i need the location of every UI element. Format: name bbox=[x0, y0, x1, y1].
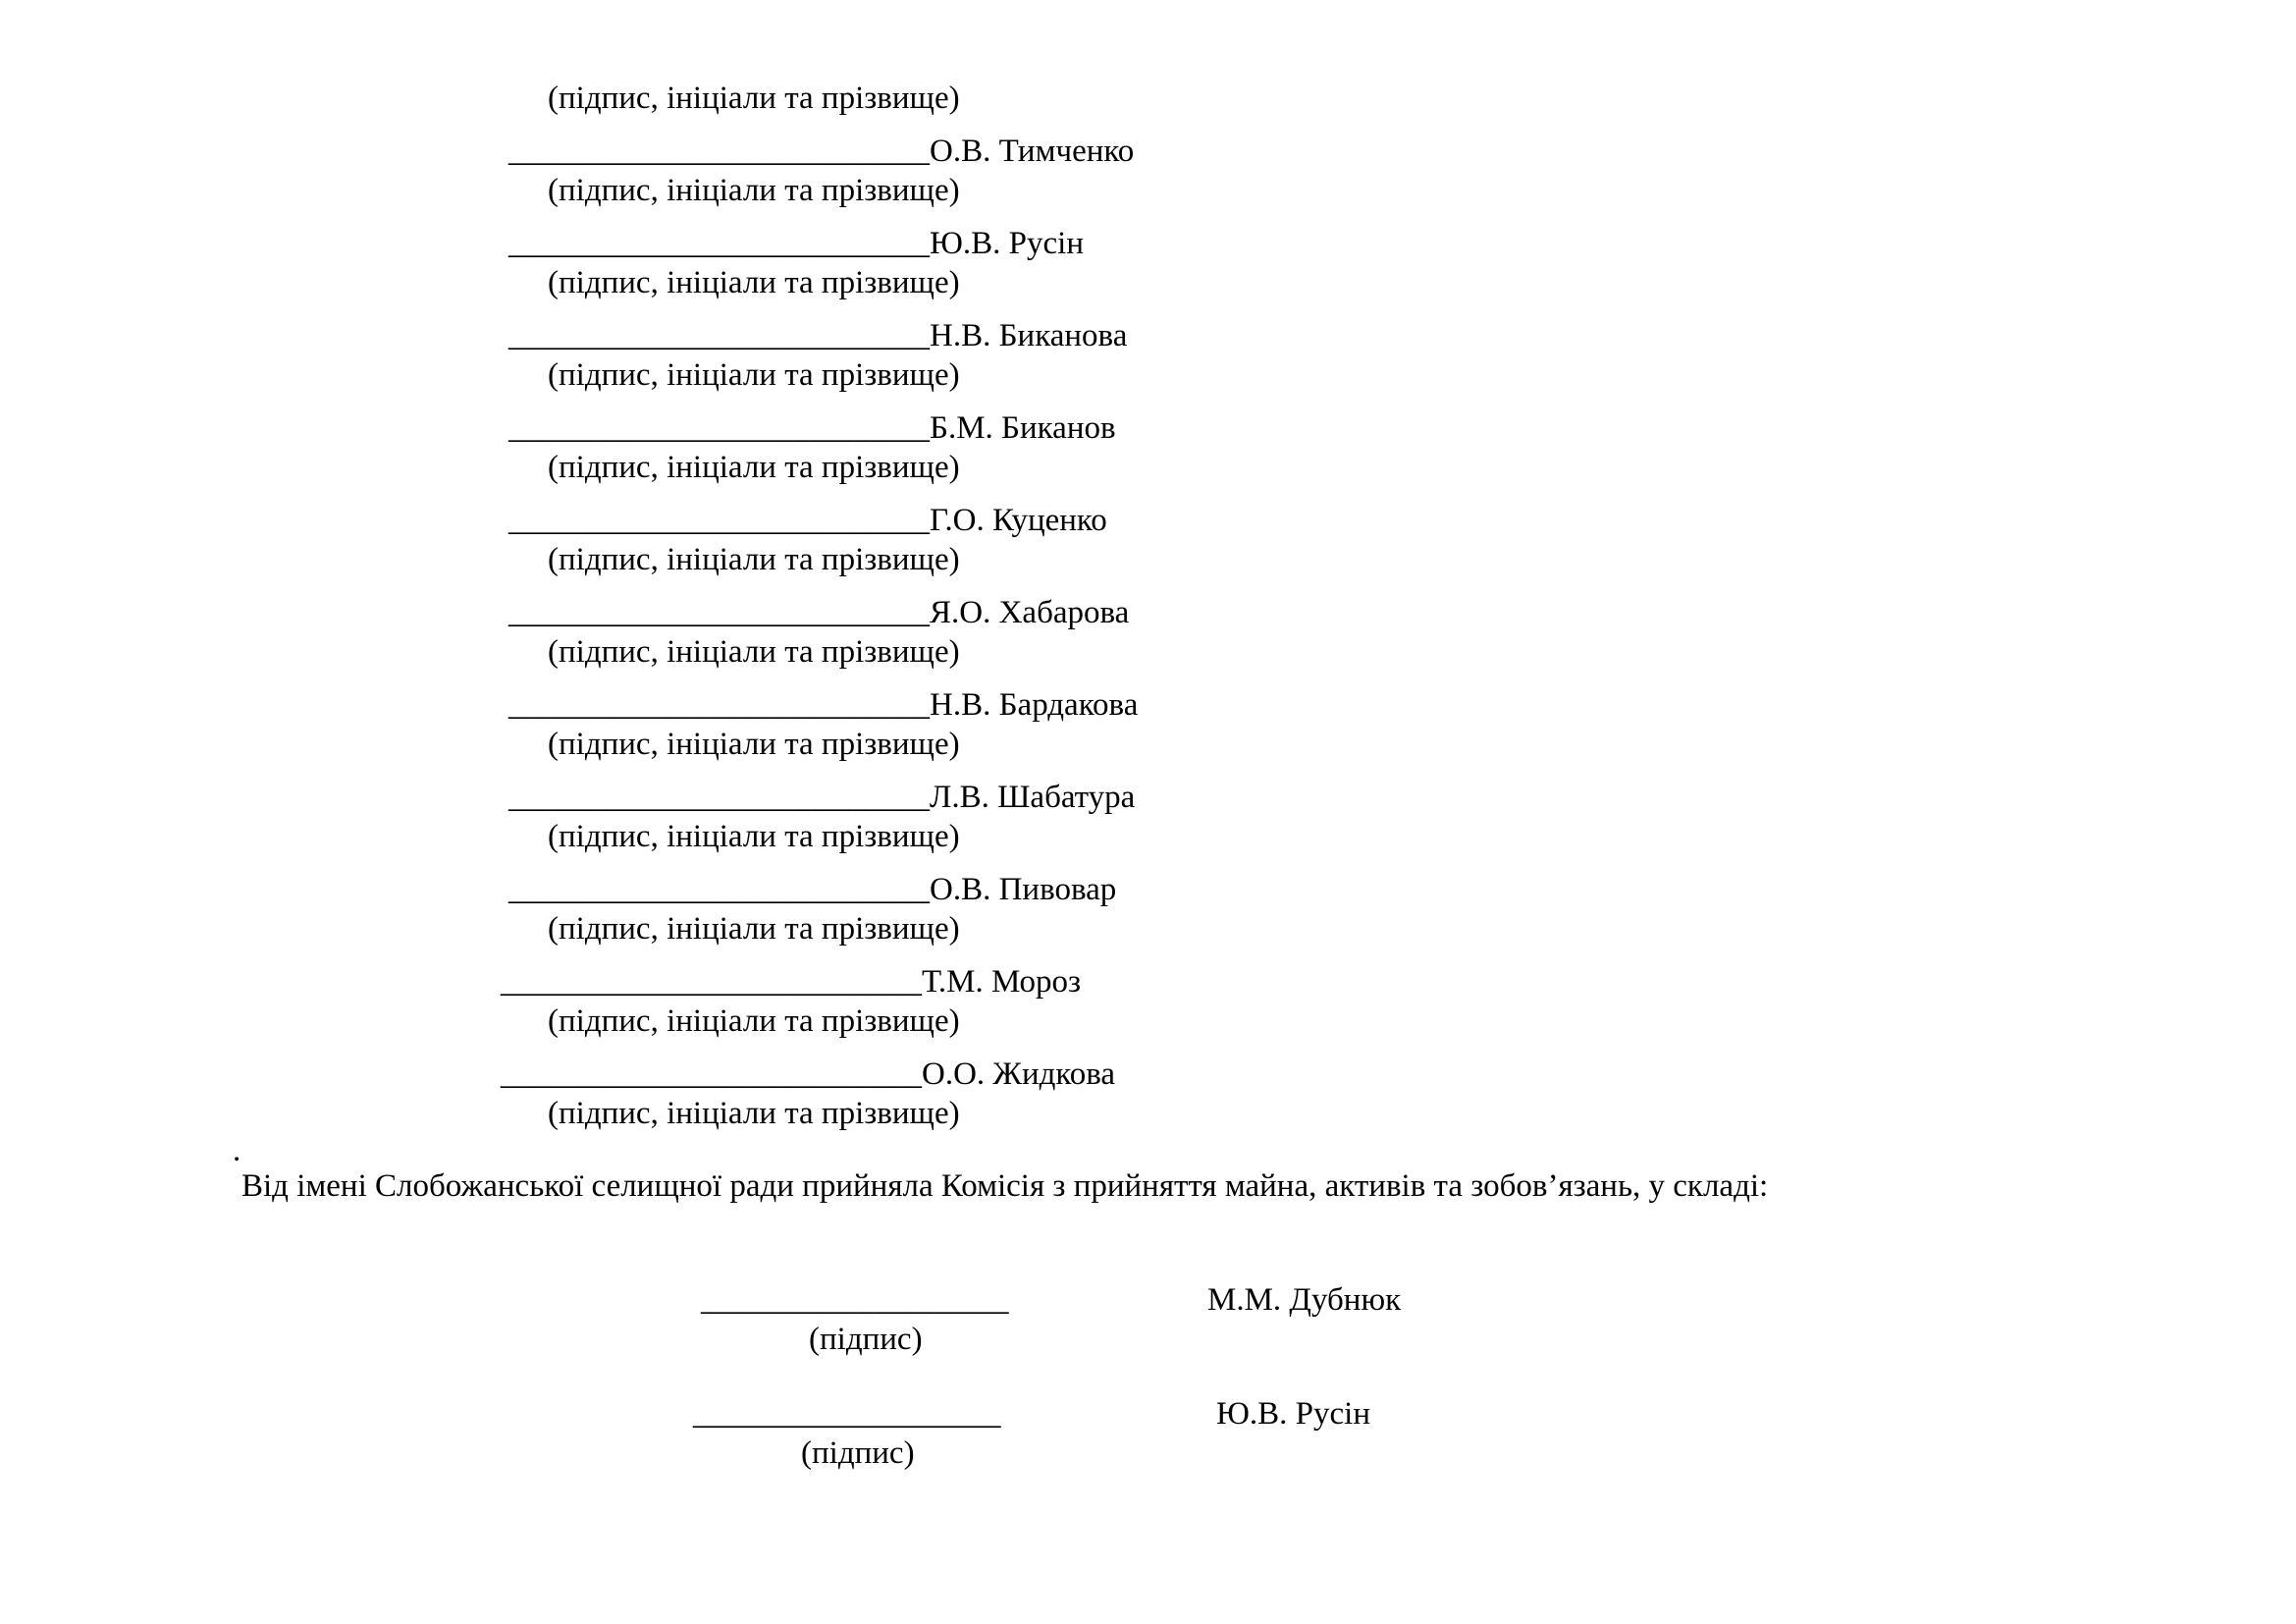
signature-line bbox=[508, 593, 1129, 632]
signer-name: Ю.В. Русін bbox=[1216, 1396, 1371, 1432]
signer-name: Т.М. Мороз bbox=[922, 964, 1082, 1000]
signer-name: Ю.В. Русін bbox=[930, 226, 1085, 261]
signature-caption: (підпис, ініціали та прізвище) bbox=[548, 819, 960, 854]
signature-caption: (підпис, ініціали та прізвище) bbox=[548, 634, 960, 670]
signature-caption: (підпис, ініціали та прізвище) bbox=[548, 542, 960, 577]
signature-caption: (підпис, ініціали та прізвище) bbox=[548, 1096, 960, 1131]
signature-line bbox=[508, 501, 1107, 540]
signature-caption: (підпис) bbox=[809, 1322, 923, 1357]
signer-name: Я.О. Хабарова bbox=[930, 595, 1130, 630]
signature-blank: __________________________ bbox=[501, 964, 922, 1000]
signature-caption: (підпис, ініціали та прізвище) bbox=[548, 450, 960, 485]
signature-caption: (підпис) bbox=[801, 1435, 915, 1471]
acceptance-intro: Від імені Слобожанської селищної ради прийняла Комісія з прийняття майна, активів та зобов’язань, у складі: bbox=[241, 1168, 1769, 1204]
signature-line bbox=[501, 962, 1081, 1001]
signer-name: О.В. Тимченко bbox=[930, 134, 1135, 169]
signature-line bbox=[508, 224, 1084, 263]
signer-name: М.М. Дубнюк bbox=[1207, 1282, 1402, 1318]
signature-line bbox=[501, 1055, 1115, 1094]
signature-line bbox=[508, 870, 1116, 909]
signature-blank: __________________________ bbox=[508, 687, 930, 723]
signer-name: О.О. Жидкова bbox=[922, 1056, 1116, 1092]
signer-name: О.В. Пивовар bbox=[930, 872, 1117, 907]
signature-blank: __________________________ bbox=[501, 1056, 922, 1092]
signature-blank: __________________________ bbox=[508, 318, 930, 353]
signature-blank: __________________________ bbox=[508, 780, 930, 815]
signature-line bbox=[508, 778, 1135, 817]
signature-blank: __________________________ bbox=[508, 226, 930, 261]
signature-blank: ___________________ bbox=[693, 1396, 1001, 1432]
signature-line bbox=[508, 316, 1127, 355]
signature-caption: (підпис, ініціали та прізвище) bbox=[548, 727, 960, 762]
signature-blank: __________________________ bbox=[508, 503, 930, 538]
signature-blank: __________________________ bbox=[508, 595, 930, 630]
signature-caption: (підпис, ініціали та прізвище) bbox=[548, 911, 960, 947]
signer-name: Н.В. Биканова bbox=[930, 318, 1128, 353]
signature-caption: (підпис, ініціали та прізвище) bbox=[548, 1003, 960, 1039]
signature-caption: (підпис, ініціали та прізвище) bbox=[548, 81, 960, 116]
signature-caption: (підпис, ініціали та прізвище) bbox=[548, 173, 960, 208]
signer-name: Б.М. Биканов bbox=[930, 410, 1116, 446]
signature-blank: __________________________ bbox=[508, 872, 930, 907]
signer-name: Л.В. Шабатура bbox=[930, 780, 1136, 815]
signature-blank: __________________________ bbox=[508, 410, 930, 446]
signer-name: Н.В. Бардакова bbox=[930, 687, 1139, 723]
signature-blank: ___________________ bbox=[701, 1282, 1009, 1318]
signature-line bbox=[508, 132, 1134, 171]
signer-name: Г.О. Куценко bbox=[930, 503, 1107, 538]
signature-line bbox=[508, 408, 1116, 448]
signature-blank: __________________________ bbox=[508, 134, 930, 169]
signature-line bbox=[508, 685, 1138, 725]
signature-caption: (підпис, ініціали та прізвище) bbox=[548, 265, 960, 300]
separator-dot: . bbox=[233, 1133, 241, 1168]
signature-caption: (підпис, ініціали та прізвище) bbox=[548, 357, 960, 393]
